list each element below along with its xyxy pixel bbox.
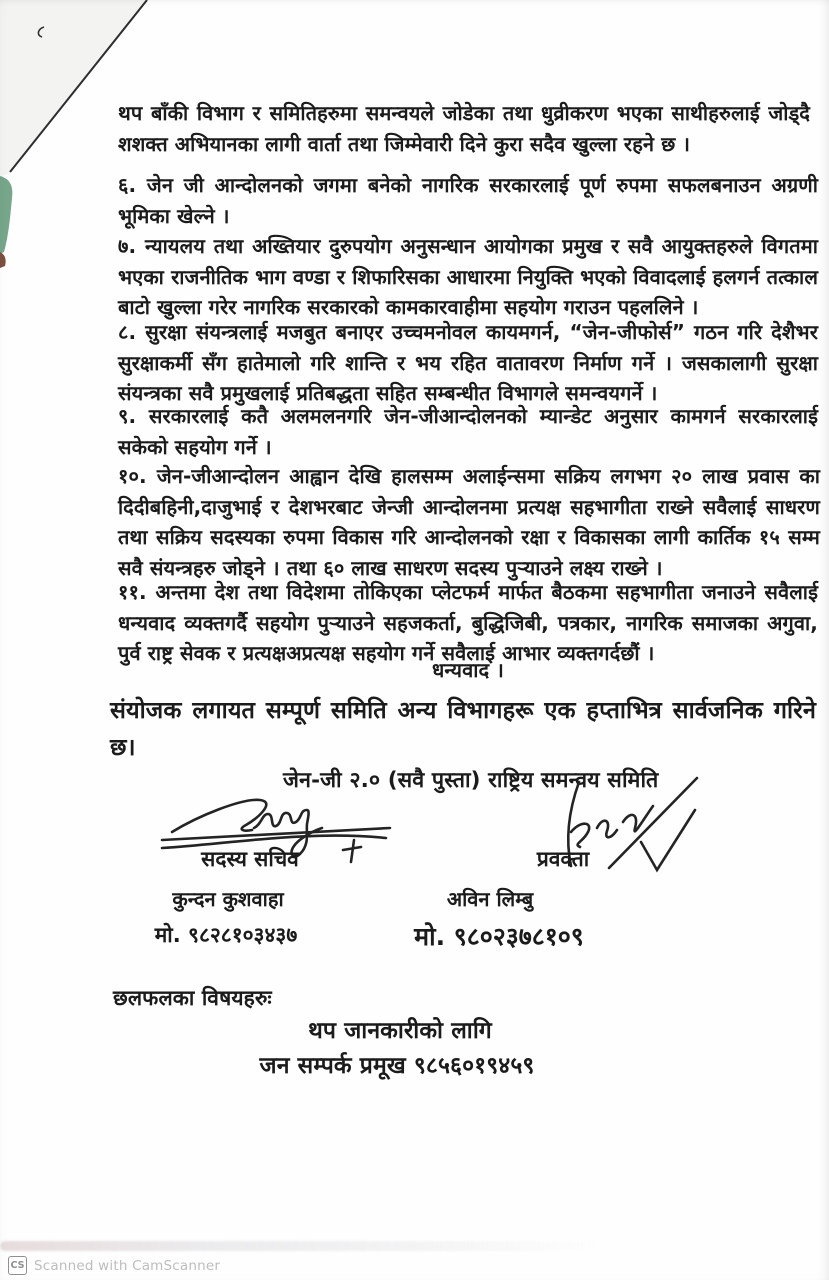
list-item-6: ६. जेन जी आन्दोलनको जगमा बनेको नागरिक सरकारलाई पूर्ण रुपमा सफलबनाउन अग्रणी भूमिका खेल्ने । (118, 173, 818, 228)
list-item-9: ९. सरकारलाई कतै अलमलनगरि जेन-जीआन्दोलनको म्यान्डेट अनुसार कामगर्न सरकारलाई सकेको सहयोग गर्ने । (118, 404, 818, 459)
signatory-phone-left: मो. ९८२८१०३४३७ (154, 923, 298, 947)
list-item-10: १०. जेन-जीआन्दोलन आह्वान देखि हालसम्म अलाईन्समा सक्रिय लगभग २० लाख प्रवास का दिदीबहिनी,दाजुभाई र देशभरबाट जेन्जी आन्दोलनमा प्रत्यक्ष सहभागीता राख्ने सवैलाई साधरण तथा सक्रिय सदस्यका रुपमा विकास गरि आन्दोलनको रक्षा र विकासका लागी कार्तिक १५ सम्म सवै संयन्त्रहरु जोड्ने । तथा ६० लाख साधरण सदस्य पुऱ्याउने लक्ष्य राख्ने । (118, 464, 820, 580)
camscanner-icon: CS (8, 1256, 27, 1275)
signatory-name-left: कुन्दन कुशवाहा (172, 887, 284, 911)
signatory-title-left: सदस्य सचिव (201, 847, 299, 871)
thanks-line: धन्यवाद । (432, 658, 504, 682)
intro-paragraph: थप बाँकी विभाग र समितिहरुमा समन्वयले जोडेका तथा धुव्रीकरण भएका साथीहरुलाई जोड्दै शशक्त अभियानका लागी वार्ता तथा जिम्मेवारी दिने कुरा सदैव खुल्ला रहने छ । (118, 101, 810, 156)
signatory-phone-right: मो. ९८०२३७८१०९ (414, 922, 584, 951)
fold-brown-mark (0, 252, 6, 268)
list-item-11: ११. अन्तमा देश तथा विदेशमा तोकिएका प्लेटफर्म मार्फत बैठकमा सहभागीता जनाउने सवैलाई धन्यवाद व्यक्तगर्दै सहयोग पुऱ्याउने सहजकर्ता, बुद्धिजिबी, पत्रकार, नागरिक समाजका अगुवा, पुर्व राष्ट्र सेवक र प्रत्यक्षअप्रत्यक्ष सहयोग गर्ने सवैलाई आभार व्यक्तगर्दछौं । (118, 580, 818, 665)
list-item-7: ७. न्यायलय तथा अख्तियार दुरुपयोग अनुसन्धान आयोगका प्रमुख र सवै आयुक्तहरुले विगतमा भएका राजनीतिक भाग वण्डा र शिफारिसका आधारमा नियुक्ति भएको विवादलाई हलगर्न तत्काल बाटो खुल्ला गरेर नागरिक सरकारको कामकारवाहीमा सहयोग गराउन पहललिने । (118, 234, 818, 319)
public-contact-line: जन सम्पर्क प्रमूख ९८५६०१९४५९ (259, 1053, 535, 1079)
camscanner-watermark (8, 1256, 220, 1275)
list-item-8: ८. सुरक्षा संयन्त्रलाई मजबुत बनाएर उच्चमनोवल कायमगर्न, “जेन-जीफोर्स” गठन गरि देशैभर सुरक्षाकर्मी सँग हातेमालो गरि शान्ति र भय रहित वातावरण निर्माण गर्ने । जसकालागी सुरक्षा संयन्त्रका सवै प्रमुखलाई प्रतिबद्धता सहित सम्बन्धीत विभागले समन्वयगर्ने । (118, 320, 818, 405)
more-info-heading: थप जानकारीको लागि (308, 1018, 492, 1044)
committee-name: जेन-जी २.० (सवै पुस्ता) राष्ट्रिय समन्वय समिति (283, 768, 659, 793)
discussion-topics-label: छलफलका विषयहरुः (113, 986, 272, 1010)
fold-green-mark (0, 176, 12, 254)
scan-smudge (0, 1241, 600, 1251)
signatory-name-right: अविन लिम्बु (446, 887, 534, 911)
closing-paragraph: संयोजक लगायत सम्पूर्ण समिति अन्य विभागहरू एक हप्ताभित्र सार्वजनिक गरिने छ। (110, 696, 816, 761)
camscanner-text: Scanned with CamScanner (34, 1257, 221, 1274)
signatory-title-right: प्रवक्ता (536, 847, 590, 871)
